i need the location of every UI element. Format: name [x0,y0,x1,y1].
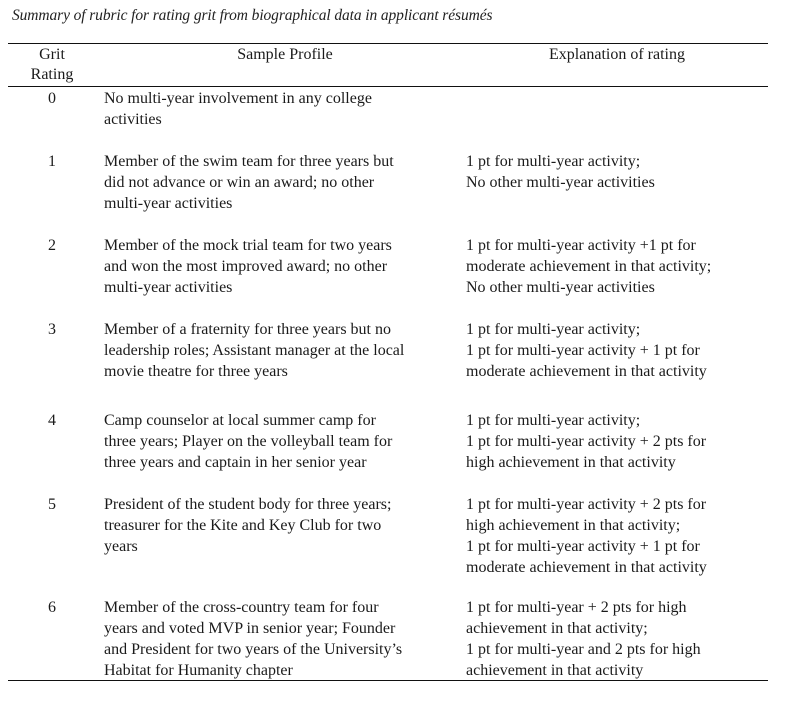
header-sample-profile: Sample Profile [237,46,333,63]
sample-profile-cell: Member of the swim team for three years but did not advance or win an award; no other multi-year activities [104,153,394,212]
explanation-cell: 1 pt for multi-year activity; 1 pt for multi-year activity + 2 pts for high achievement in that activity [466,412,707,471]
header-explanation: Explanation of rating [549,46,685,63]
grit-rating-cell: 6 [48,599,56,616]
grit-rating-cell: 5 [48,496,56,513]
grit-rubric-table [8,43,768,681]
sample-profile-cell: Member of a fraternity for three years but no leadership roles; Assistant manager at the local movie theatre for three years [104,321,405,380]
grit-rating-cell: 4 [48,412,56,429]
table-body [8,87,768,680]
header-grit-rating: Grit Rating [30,46,74,83]
explanation-cell: 1 pt for multi-year activity + 2 pts for high achievement in that activity; 1 pt for multi-year activity + 1 pt for moderate achievement in that activity [466,496,707,576]
grit-rating-cell: 2 [48,237,56,254]
sample-profile-cell: President of the student body for three years; treasurer for the Kite and Key Club for two years [104,496,392,555]
sample-profile-cell: Camp counselor at local summer camp for three years; Player on the volleyball team for three years and captain in her senior year [104,412,393,471]
explanation-cell: 1 pt for multi-year activity; 1 pt for multi-year activity + 1 pt for moderate achievement in that activity [466,321,707,380]
table-caption: Summary of rubric for rating grit from biographical data in applicant résumés [12,7,493,24]
grit-rating-cell: 0 [48,90,56,107]
explanation-cell: 1 pt for multi-year activity +1 pt for moderate achievement in that activity; No other multi-year activities [466,237,712,296]
grit-rating-cell: 3 [48,321,56,338]
grit-rating-cell: 1 [48,153,56,170]
table-header [8,44,768,87]
sample-profile-cell: Member of the cross-country team for four years and voted MVP in senior year; Founder and President for two years of the University’s Habitat for Humanity chapter [104,599,403,679]
explanation-cell: 1 pt for multi-year activity; No other multi-year activities [466,153,655,191]
sample-profile-cell: No multi-year involvement in any college activities [104,90,372,128]
explanation-cell: 1 pt for multi-year + 2 pts for high achievement in that activity; 1 pt for multi-year and 2 pts for high achievement in that activity [466,599,701,679]
sample-profile-cell: Member of the mock trial team for two years and won the most improved award; no other multi-year activities [104,237,392,296]
